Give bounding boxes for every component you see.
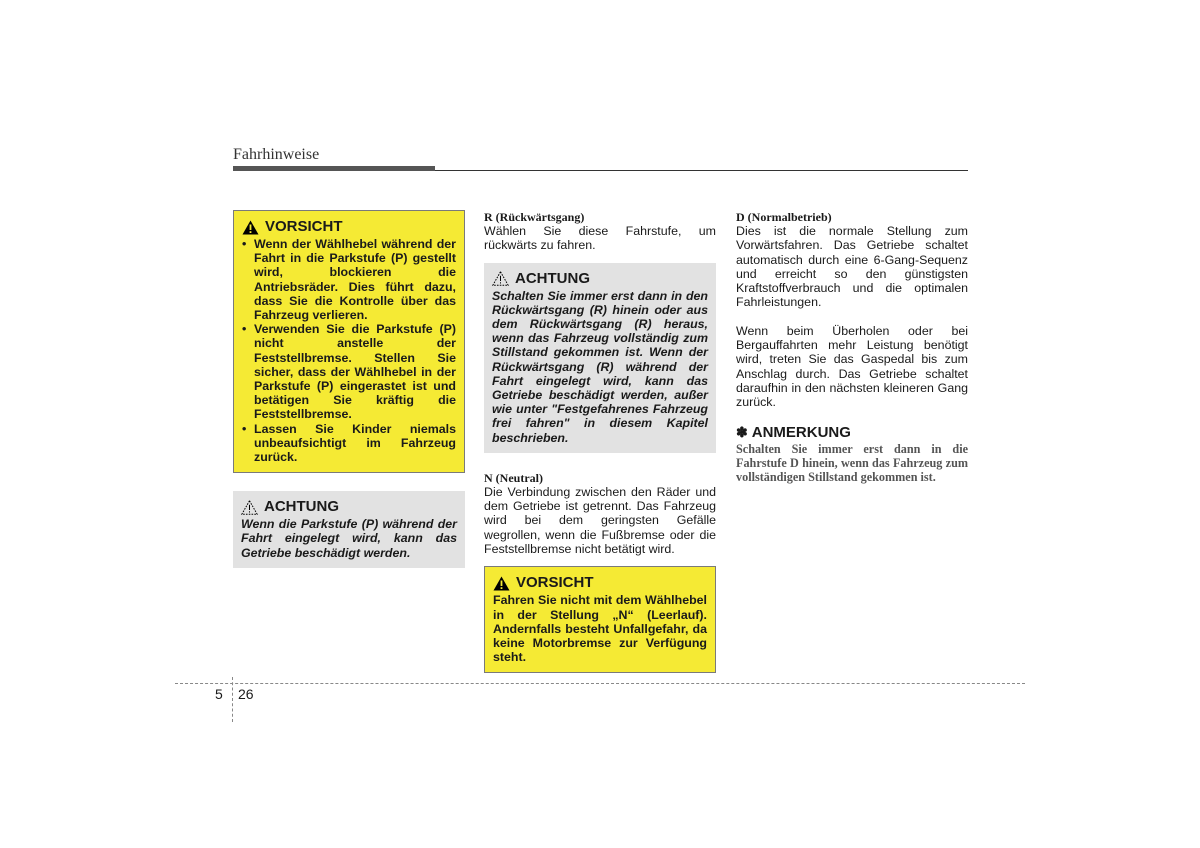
caution-item: • Verwenden Sie die Parkstufe (P) nicht anstelle der Feststellbremse. Stellen Sie sicher, dass der Wählhebel in der Parkstufe (P) eingerastet ist und betätigen Sie kräftig die Feststellbremse. [242,322,456,421]
notice-title: ACHTUNG [515,269,590,287]
notice-box [233,491,465,568]
notice-box-header [492,270,708,288]
column-2 [484,210,716,673]
footer-vertical-divider [232,677,233,722]
column-1 [233,210,465,568]
warning-outline-icon [241,500,258,515]
header-rule-thick [233,166,435,171]
footer-divider [175,683,1025,684]
caution-box-header [493,574,707,592]
notice-title: ACHTUNG [264,498,339,516]
neutral-heading: N (Neutral) [484,470,543,485]
caution-title: VORSICHT [265,218,343,235]
neutral-text: Die Verbindung zwischen den Räder und dem Getriebe ist getrennt. Das Fahrzeug wird bei dem geringsten Gefälle wegrollen, wenn die Fußbremse oder die Feststellbremse nicht betätigt wird. [484,484,716,557]
caution-box [233,210,465,473]
note-text: Schalten Sie immer erst dann in die Fahrstufe D hinein, wenn das Fahrzeug zum vollständigen Stillstand gekommen ist. [736,441,968,485]
caution-text: Fahren Sie nicht mit dem Wählhebel in der Stellung „N“ (Leerlauf). Andernfalls besteht Unfallgefahr, da keine Motorbremse zur Verfügung steht. [493,593,707,665]
note-star-icon: ✽ [736,423,748,440]
warning-outline-icon [492,271,509,286]
reverse-text: Wählen Sie diese Fahrstufe, um rückwärts zu fahren. [484,224,716,253]
page-number: 26 [238,686,254,702]
note-header [736,424,968,441]
drive-text-2: Wenn beim Überholen oder bei Bergauffahrten mehr Leistung benötigt wird, treten Sie das Gaspedal bis zum Anschlag durch. Das Getriebe schaltet daraufhin in den nächsten kleineren Gang zurück. [736,323,968,410]
section-title: Fahrhinweise [233,146,320,163]
drive-heading: D (Normalbetrieb) [736,210,832,224]
notice-text: Wenn die Parkstufe (P) während der Fahrt eingelegt wird, kann das Getriebe beschädigt werden. [241,517,457,560]
header-rule-thin [435,170,968,171]
drive-text-1: Dies ist die normale Stellung zum Vorwärtsfahren. Das Getriebe schaltet automatisch durch eine 6-Gang-Sequenz und erreicht so den günstigsten Kraftstoffverbrauch und die optimalen Fahrleistungen. [736,224,968,310]
warning-triangle-icon [493,576,510,591]
caution-item: • Lassen Sie Kinder niemals unbeaufsichtigt im Fahrzeug zurück. [242,422,456,465]
caution-box-header [242,218,456,236]
reverse-heading: R (Rückwärtsgang) [484,210,585,224]
caution-list [242,237,456,464]
chapter-number: 5 [215,686,223,702]
note-title: ANMERKUNG [751,423,851,441]
caution-box [484,566,716,673]
notice-box-header [241,498,457,516]
column-3 [736,210,968,484]
caution-title: VORSICHT [516,574,594,592]
warning-triangle-icon [242,220,259,235]
notice-box [484,263,716,453]
caution-item: • Wenn der Wählhebel während der Fahrt in die Parkstufe (P) gestellt wird, blockieren die Antriebsräder. Dies führt dazu, dass Sie die Kontrolle über das Fahrzeug verlieren. [242,237,456,322]
notice-text: Schalten Sie immer erst dann in den Rückwärtsgang (R) hinein oder aus dem Rückwärtsgang (R) heraus, wenn das Fahrzeug vollständig zum Stillstand gekommen ist. Wenn der Rückwärtsgang (R) während der Fahrt eingelegt wird, kann das Getriebe beschädigt werden, außer wie unter "Festgefahrenes Fahrzeug frei fahren" in diesem Kapitel beschrieben. [492,288,708,445]
